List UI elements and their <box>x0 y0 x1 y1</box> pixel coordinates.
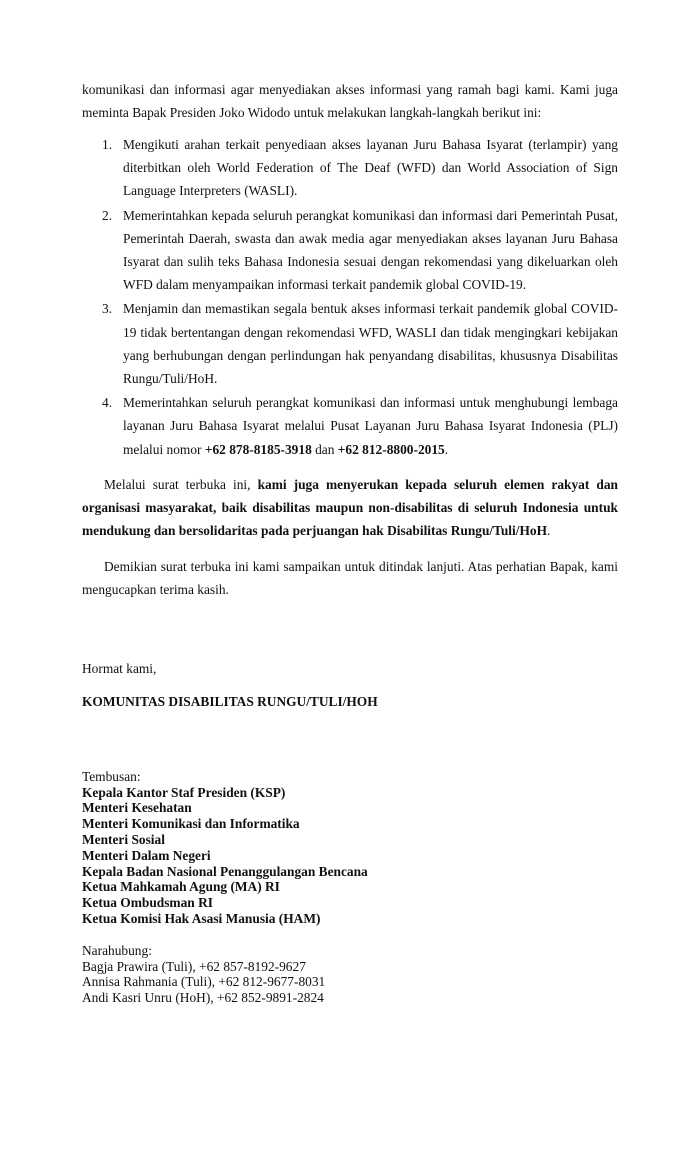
contact-person: Andi Kasri Unru (HoH), +62 852-9891-2824 <box>82 990 324 1006</box>
cc-recipient: Menteri Komunikasi dan Informatika <box>82 816 300 832</box>
contact-person: Annisa Rahmania (Tuli), +62 812-9677-8031 <box>82 974 326 990</box>
salutation: Hormat kami, <box>82 660 157 676</box>
demand-text-end: . <box>444 441 449 457</box>
demand-item-3 <box>82 297 618 390</box>
intro-paragraph: komunikasi dan informasi agar menyediakan akses informasi yang ramah bagi kami. Kami juga meminta Bapak Presiden Joko Widodo untuk melakukan langkah-langkah berikut ini: <box>82 82 618 120</box>
demands-list <box>82 133 618 461</box>
closing-paragraph: Demikian surat terbuka ini kami sampaikan untuk ditindak lanjuti. Atas perhatian Bapak, kami mengucapkan terima kasih. <box>82 558 618 597</box>
cc-recipient: Ketua Komisi Hak Asasi Manusia (HAM) <box>82 911 321 927</box>
cc-recipient: Kepala Badan Nasional Penanggulangan Bencana <box>82 863 368 879</box>
demand-text: Menjamin dan memastikan segala bentuk akses informasi terkait pandemik global COVID-19 tidak bertentangan dengan rekomendasi WFD, WASLI dan tidak mengingkari kebijakan yang berhubungan dengan perlindungan hak penyandang disabilitas, khususnya Disabilitas Rungu/Tuli/HoH. <box>123 301 618 387</box>
demand-item-4 <box>82 391 618 461</box>
cc-recipient: Ketua Mahkamah Agung (MA) RI <box>82 879 280 895</box>
demand-text-connector: dan <box>311 441 338 457</box>
cc-recipient: Menteri Dalam Negeri <box>82 847 211 863</box>
cc-recipient: Menteri Sosial <box>82 832 165 848</box>
demand-number: 1. <box>102 137 113 152</box>
demand-number: 3. <box>102 301 113 317</box>
contact-person: Bagja Prawira (Tuli), +62 857-8192-9627 <box>82 958 306 974</box>
cc-recipient: Menteri Kesehatan <box>82 800 192 816</box>
cc-block <box>82 769 618 927</box>
appeal-paragraph <box>82 473 618 542</box>
signature-block <box>82 657 618 713</box>
appeal-text-start: Melalui surat terbuka ini, <box>104 476 258 492</box>
demand-item-2 <box>82 204 618 297</box>
demand-item-1 <box>82 133 618 203</box>
demand-text: Memerintahkan kepada seluruh perangkat komunikasi dan informasi dari Pemerintah Pusat, Pemerintah Daerah, swasta dan awak media agar menyediakan akses layanan Juru Bahasa Isyarat dan sulih teks Bahasa Indonesia sesuai dengan rekomendasi yang dikeluarkan oleh WFD dalam menyampaikan informasi terkait pandemik global COVID-19. <box>123 207 618 293</box>
contact-heading: Narahubung: <box>82 942 152 958</box>
demand-text: Mengikuti arahan terkait penyediaan akses layanan Juru Bahasa Isyarat (terlampir) yang diterbitkan oleh World Federation of The Deaf (WFD) dan World Association of Sign Language Interpreters (WASLI). <box>123 137 618 199</box>
appeal-bold-text: kami juga menyerukan kepada seluruh elemen rakyat dan organisasi masyarakat, baik disabilitas maupun non-disabilitas di seluruh Indonesia untuk mendukung dan bersolidaritas pada perjuangan hak Disabilitas Rungu/Tuli/HoH <box>82 476 618 538</box>
phone-number-2: +62 812-8800-2015 <box>337 441 445 457</box>
cc-heading: Tembusan: <box>82 768 141 784</box>
cc-recipient: Ketua Ombudsman RI <box>82 895 213 911</box>
contact-block <box>82 943 618 1006</box>
organization-name: KOMUNITAS DISABILITAS RUNGU/TULI/HOH <box>82 693 378 709</box>
letter-body <box>82 78 618 1006</box>
demand-text: Memerintahkan seluruh perangkat komunikasi dan informasi untuk menghubungi lembaga layanan Juru Bahasa Isyarat melalui Pusat Layanan Juru Bahasa Isyarat Indonesia (PLJ) melalui nomor <box>123 395 618 457</box>
cc-recipient: Kepala Kantor Staf Presiden (KSP) <box>82 784 286 800</box>
demand-number: 4. <box>102 395 113 411</box>
phone-number-1: +62 878-8185-3918 <box>204 441 312 457</box>
appeal-text-end: . <box>546 522 551 538</box>
demand-number: 2. <box>102 207 113 223</box>
